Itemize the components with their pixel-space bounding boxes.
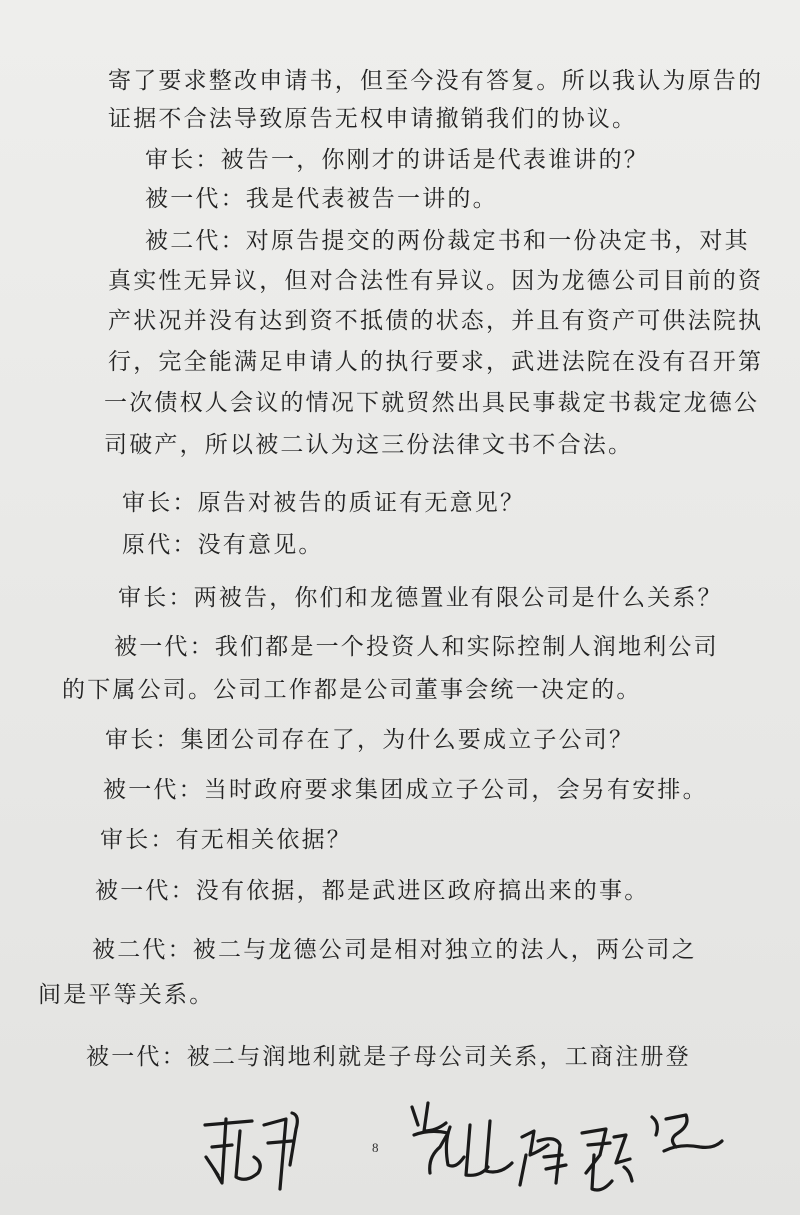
text-line: 被一代：没有依据，都是武进区政府搞出来的事。	[95, 878, 650, 904]
signatures	[0, 1085, 800, 1205]
text-line: 审长：集团公司存在了，为什么要成立子公司？	[105, 727, 635, 753]
text-line: 司破产，所以被二认为这三份法律文书不合法。	[104, 432, 634, 458]
signature-3	[520, 1131, 566, 1185]
text-line: 被二代：对原告提交的两份裁定书和一份决定书，对其	[145, 228, 750, 254]
text-line: 行，完全能满足申请人的执行要求，武进法院在没有召开第	[108, 349, 764, 375]
text-line: 被一代：我是代表被告一讲的。	[145, 186, 498, 212]
text-line: 被一代：被二与润地利就是子母公司关系，工商注册登	[86, 1044, 691, 1070]
signature-5	[652, 1115, 722, 1151]
text-line: 一次债权人会议的情况下就贸然出具民事裁定书裁定龙德公	[104, 390, 760, 416]
text-line: 寄了要求整改申请书，但至今没有答复。所以我认为原告的	[108, 68, 764, 94]
text-line: 间是平等关系。	[38, 982, 215, 1008]
text-line: 真实性无异议，但对合法性有异议。因为龙德公司目前的资	[108, 268, 764, 294]
page-number: 8	[372, 1140, 379, 1155]
text-line: 原代：没有意见。	[122, 532, 324, 558]
signature-2	[412, 1103, 512, 1175]
text-line: 证据不合法导致原告无权申请撤销我们的协议。	[108, 106, 638, 132]
text-line: 的下属公司。公司工作都是公司董事会统一决定的。	[62, 677, 642, 703]
text-line: 产状况并没有达到资不抵债的状态，并且有资产可供法院执	[108, 308, 764, 334]
text-line: 审长：原告对被告的质证有无意见？	[122, 490, 526, 516]
text-line: 审长：被告一，你刚才的讲话是代表谁讲的？	[145, 147, 649, 173]
text-line: 审长：两被告，你们和龙德置业有限公司是什么关系？	[118, 585, 723, 611]
signature-4	[582, 1129, 632, 1190]
text-line: 被二代：被二与龙德公司是相对独立的法人，两公司之	[92, 937, 697, 963]
text-line: 审长：有无相关依据？	[100, 827, 352, 853]
text-line: 被一代：我们都是一个投资人和实际控制人润地利公司	[114, 634, 719, 660]
text-line: 被一代：当时政府要求集团成立子公司，会另有安排。	[103, 777, 708, 803]
signature-1	[205, 1113, 297, 1189]
